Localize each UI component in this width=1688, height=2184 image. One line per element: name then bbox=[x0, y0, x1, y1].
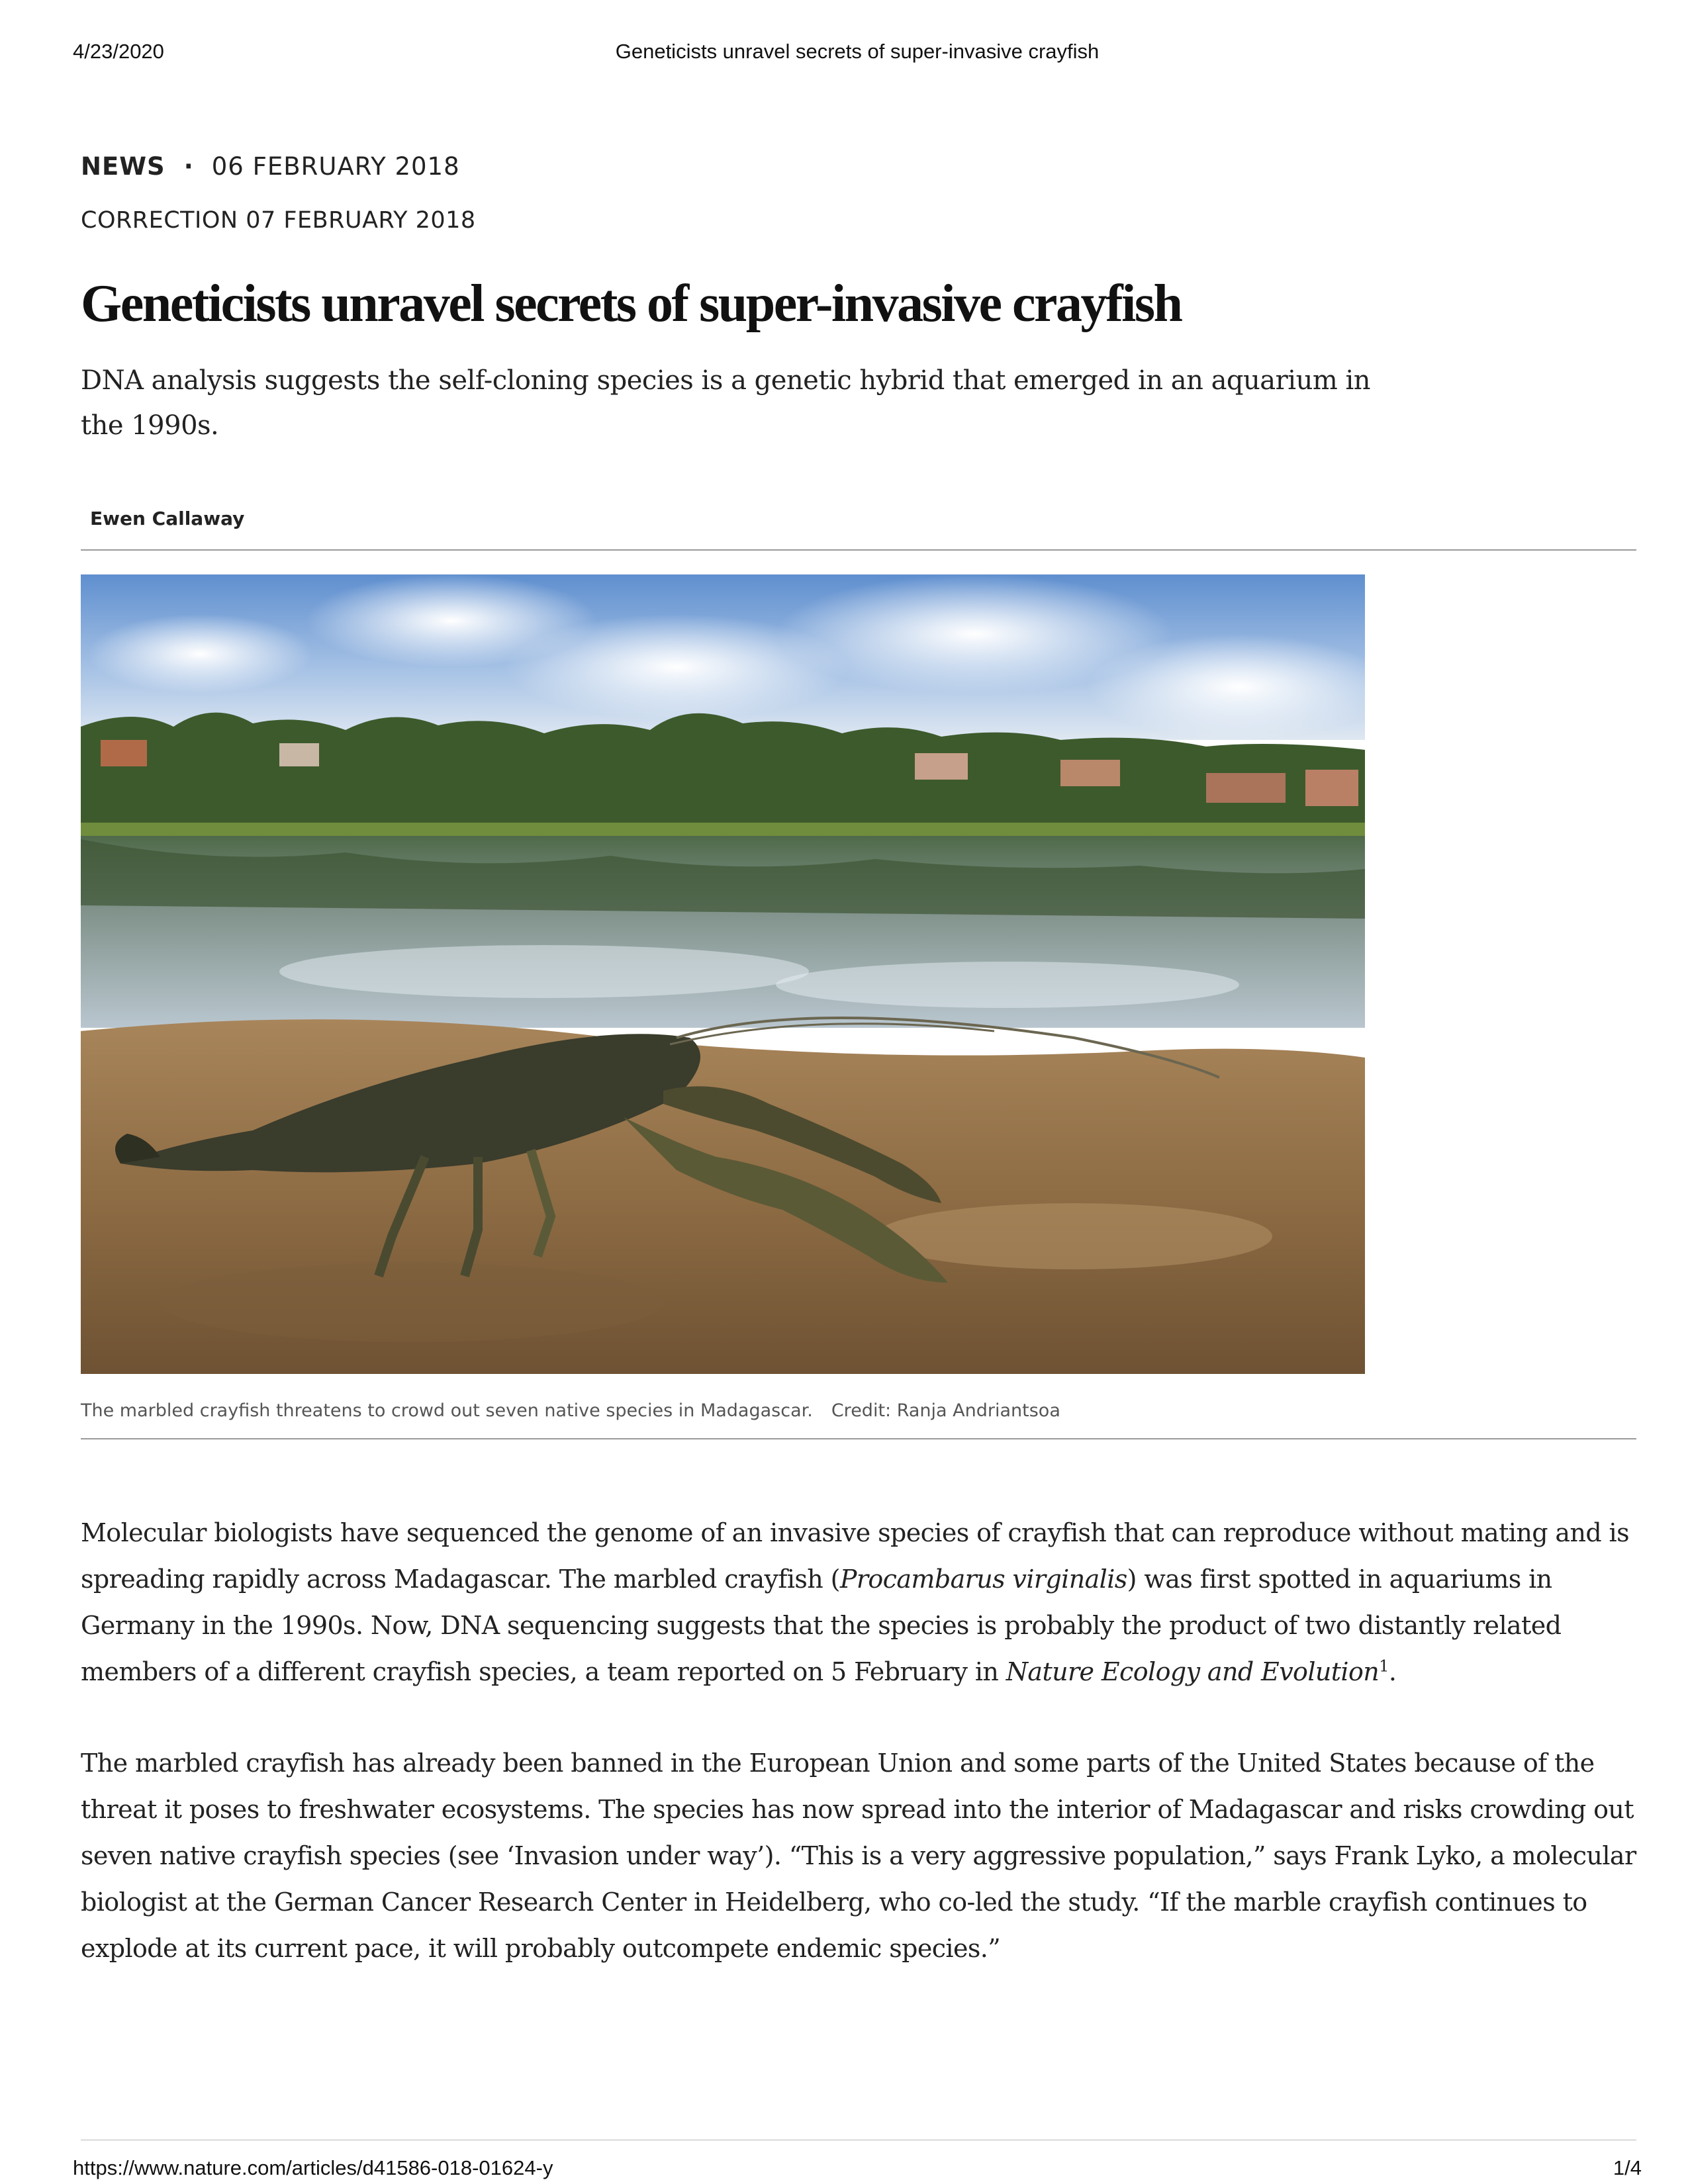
journal-name: Nature Ecology and Evolution bbox=[1006, 1657, 1380, 1686]
page-url[interactable]: https://www.nature.com/articles/d41586-018-01624-y bbox=[73, 2156, 553, 2179]
byline-divider bbox=[81, 549, 1636, 551]
correction-date[interactable]: CORRECTION 07 FEBRUARY 2018 bbox=[81, 207, 476, 234]
article bbox=[81, 149, 1636, 2017]
print-header bbox=[73, 40, 1642, 66]
page-number: 1/4 bbox=[1613, 2156, 1642, 2179]
article-body bbox=[81, 1510, 1636, 1972]
caption-divider bbox=[81, 1438, 1636, 1439]
print-page-title: Geneticists unravel secrets of super-invasive crayfish bbox=[615, 40, 1100, 63]
reference-link[interactable]: 1 bbox=[1379, 1657, 1389, 1676]
print-date: 4/23/2020 bbox=[73, 40, 164, 63]
caption-text: The marbled crayfish threatens to crowd out seven native species in Madagascar. bbox=[81, 1400, 813, 1421]
paragraph-text: Molecular biologists have sequenced the genome of an invasive species of crayfish that can reproduce without mating and is spreading rapidly across Madagascar. The marbled crayfish ( bbox=[81, 1518, 1629, 1594]
species-name: Procambarus virginalis bbox=[839, 1565, 1127, 1594]
body-paragraph bbox=[81, 1510, 1636, 1695]
figure-caption bbox=[81, 1400, 1636, 1421]
publish-date: 06 FEBRUARY 2018 bbox=[211, 152, 460, 181]
article-photo bbox=[81, 574, 1365, 1374]
article-headline: Geneticists unravel secrets of super-invasive crayfish bbox=[81, 275, 1182, 333]
article-meta bbox=[81, 149, 1636, 183]
article-standfirst: DNA analysis suggests the self-cloning species is a genetic hybrid that emerged in an aquarium in the 1990s. bbox=[81, 365, 1371, 441]
paragraph-text: ) was first spotted in aquariums in Germany in the 1990s. Now, DNA sequencing suggests that the species is probably the product of two distantly related members of a different crayfish species, a team reported on 5 February in bbox=[81, 1565, 1562, 1686]
print-footer bbox=[73, 2156, 1642, 2183]
crayfish-photo-illustration bbox=[81, 574, 1365, 1374]
author-name[interactable]: Ewen Callaway bbox=[90, 508, 245, 529]
photo-credit: Credit: Ranja Andriantsoa bbox=[831, 1400, 1060, 1421]
footer-divider bbox=[81, 2139, 1636, 2141]
meta-separator: · bbox=[183, 152, 193, 181]
body-paragraph: The marbled crayfish has already been banned in the European Union and some parts of the United States because of the threat it poses to freshwater ecosystems. The species has now spread into the interior of Madagascar and risks crowding out seven native crayfish species (see ‘Invasion under way’). “This is a very aggressive population,” says Frank Lyko, a molecular biologist at the German Cancer Research Center in Heidelberg, who co-led the study. “If the marble crayfish continues to explode at its current pace, it will probably outcompete endemic species.” bbox=[81, 1749, 1636, 1963]
article-type-label[interactable]: NEWS bbox=[81, 152, 165, 181]
paragraph-text: . bbox=[1388, 1657, 1397, 1686]
